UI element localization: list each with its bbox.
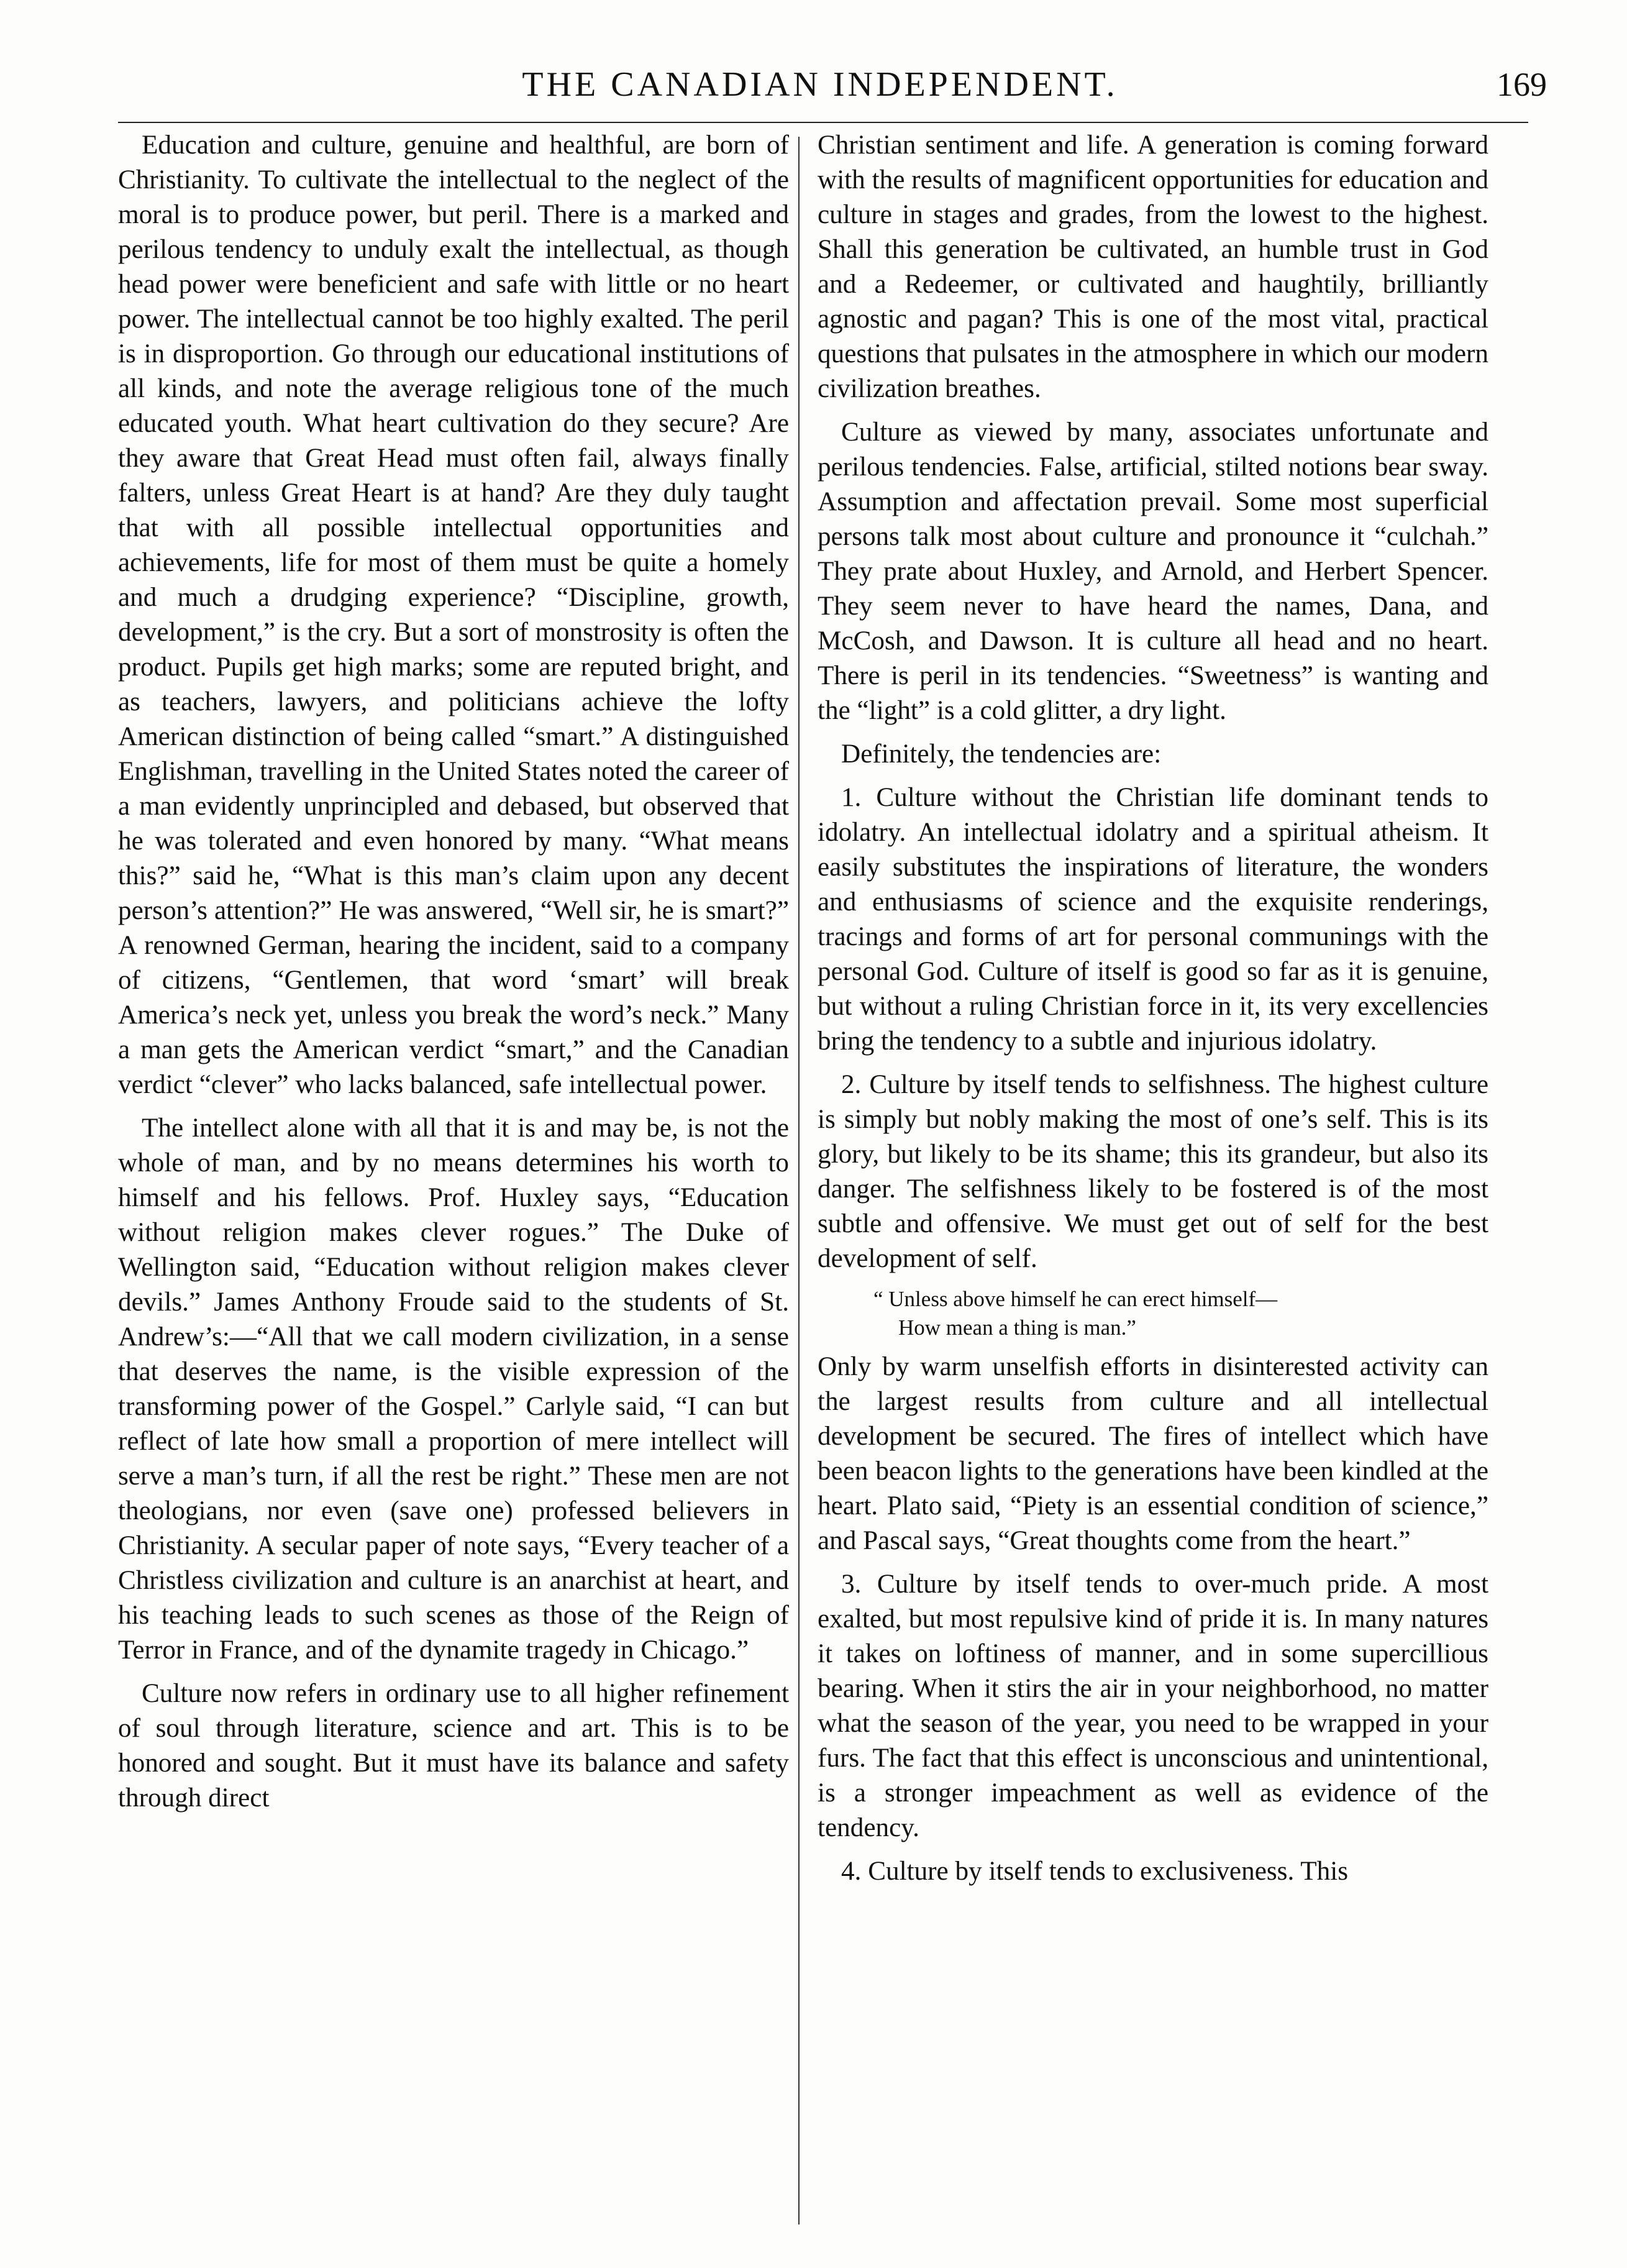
left-column: [118, 128, 789, 1824]
article-paragraph: Education and culture, genuine and healthful, are born of Christianity. To cultivate the intellectual to the neglect of the moral is to produce power, but peril. There is a marked and perilous tendency to unduly exalt the intellectual, as though head power were beneficient and safe with little or no heart power. The intellectual cannot be too highly exalted. The peril is in disproportion. Go through our educational institutions of all kinds, and note the average religious tone of the much educated youth. What heart cultivation do they secure? Are they aware that Great Head must often fail, always finally falters, unless Great Heart is at hand? Are they duly taught that with all possible intellectual opportunities and achievements, life for most of them must be quite a homely and much a drudging experience? “Discipline, growth, development,” is the cry. But a sort of monstrosity is often the product. Pupils get high marks; some are reputed bright, and as teachers, lawyers, and politicians achieve the lofty American distinction of being called “smart.” A distinguished Englishman, travelling in the United States noted the career of a man evidently unprincipled and debased, but observed that he was tolerated and even honored by many. “What means this?” said he, “What is this man’s claim upon any decent person’s attention?” He was answered, “Well sir, he is smart?” A renowned German, hearing the incident, said to a company of citizens, “Gentlemen, that word ‘smart’ will break America’s neck yet, unless you break the word’s neck.” Many a man gets the American verdict “smart,” and the Canadian verdict “clever” who lacks balanced, safe intellectual power.: [118, 130, 789, 1099]
page-number: 169: [1497, 66, 1547, 103]
article-paragraph: The intellect alone with all that it is and may be, is not the whole of man, and by no means determines his worth to himself and his fellows. Prof. Huxley says, “Education without religion makes clever rogues.” The Duke of Wellington said, “Education without religion makes clever devils.” James Anthony Froude said to the students of St. Andrew’s:—“All that we call modern civilization, in a sense that deserves the name, is the visible expression of the transforming power of the Gospel.” Carlyle said, “I can but reflect of late how small a proportion of mere intellect will serve a man’s turn, if all the rest be right.” These men are not theologians, nor even (save one) professed believers in Christianity. A secular paper of note says, “Every teacher of a Christless civilization and culture is an anarchist at heart, and his teaching leads to such scenes as those of the Reign of Terror in France, and of the dynamite tragedy in Chicago.”: [118, 1113, 789, 1665]
column-divider: [798, 137, 800, 2225]
article-paragraph: 1. Culture without the Christian life dominant tends to idolatry. An intellectual idolatry and a spiritual atheism. It easily substitutes the inspirations of literature, the wonders and enthusiasms of science and the exquisite renderings, tracings and forms of art for personal communings with the personal God. Culture of itself is good so far as it is genuine, but without a ruling Christian force in it, its very excellencies bring the tendency to a subtle and injurious idolatry.: [818, 783, 1488, 1056]
publication-title: THE CANADIAN INDEPENDENT.: [522, 65, 1118, 104]
verse-line: How mean a thing is man.”: [898, 1315, 1136, 1340]
article-paragraph: 3. Culture by itself tends to over-much pride. A most exalted, but most repulsive kind of pride it is. In many natures it takes on loftiness of manner, and in some supercillious bearing. When it stirs the air in your neighborhood, no matter what the season of the year, you need to be wrapped in your furs. The fact that this effect is unconscious and unintentional, is a stronger impeachment as well as evidence of the tendency.: [818, 1570, 1488, 1842]
article-paragraph: Culture now refers in ordinary use to all higher refinement of soul through literature, science and art. This is to be honored and sought. But it must have its balance and safety through direct: [118, 1679, 789, 1813]
page-header: [93, 60, 1547, 109]
article-paragraph: Only by warm unselfish efforts in disinterested activity can the largest results from culture and all intellectual development be secured. The fires of intellect which have been beacon lights to the generations have been kindled at the heart. Plato said, “Piety is an essential condition of science,” and Pascal says, “Great thoughts come from the heart.”: [818, 1352, 1488, 1555]
article-paragraph: 2. Culture by itself tends to selfishness. The highest culture is simply but nobly making the most of one’s self. This is its glory, but likely to be its shame; this its grandeur, but also its danger. The selfishness likely to be fostered is of the most subtle and offensive. We must get out of self for the best development of self.: [818, 1070, 1488, 1273]
verse-quotation: [873, 1285, 1488, 1342]
article-paragraph: Culture as viewed by many, associates unfortunate and perilous tendencies. False, artificial, stilted notions bear sway. Assumption and affectation prevail. Some most superficial persons talk most about culture and pronounce it “culchah.” They prate about Huxley, and Arnold, and Herbert Spencer. They seem never to have heard the names, Dana, and McCosh, and Dawson. It is culture all head and no heart. There is peril in its tendencies. “Sweetness” is wanting and the “light” is a cold glitter, a dry light.: [818, 418, 1488, 725]
verse-line: “ Unless above himself he can erect himself—: [873, 1287, 1278, 1311]
header-rule: [118, 122, 1528, 123]
article-paragraph: Christian sentiment and life. A generation is coming forward with the results of magnificent opportunities for education and culture in stages and grades, from the lowest to the highest. Shall this generation be cultivated, an humble trust in God and a Redeemer, or cultivated and haughtily, brilliantly agnostic and pagan? This is one of the most vital, practical questions that pulsates in the atmosphere in which our modern civilization breathes.: [818, 130, 1488, 403]
right-column: [818, 128, 1488, 1898]
article-paragraph: Definitely, the tendencies are:: [841, 739, 1162, 769]
article-paragraph: 4. Culture by itself tends to exclusiveness. This: [841, 1857, 1349, 1886]
